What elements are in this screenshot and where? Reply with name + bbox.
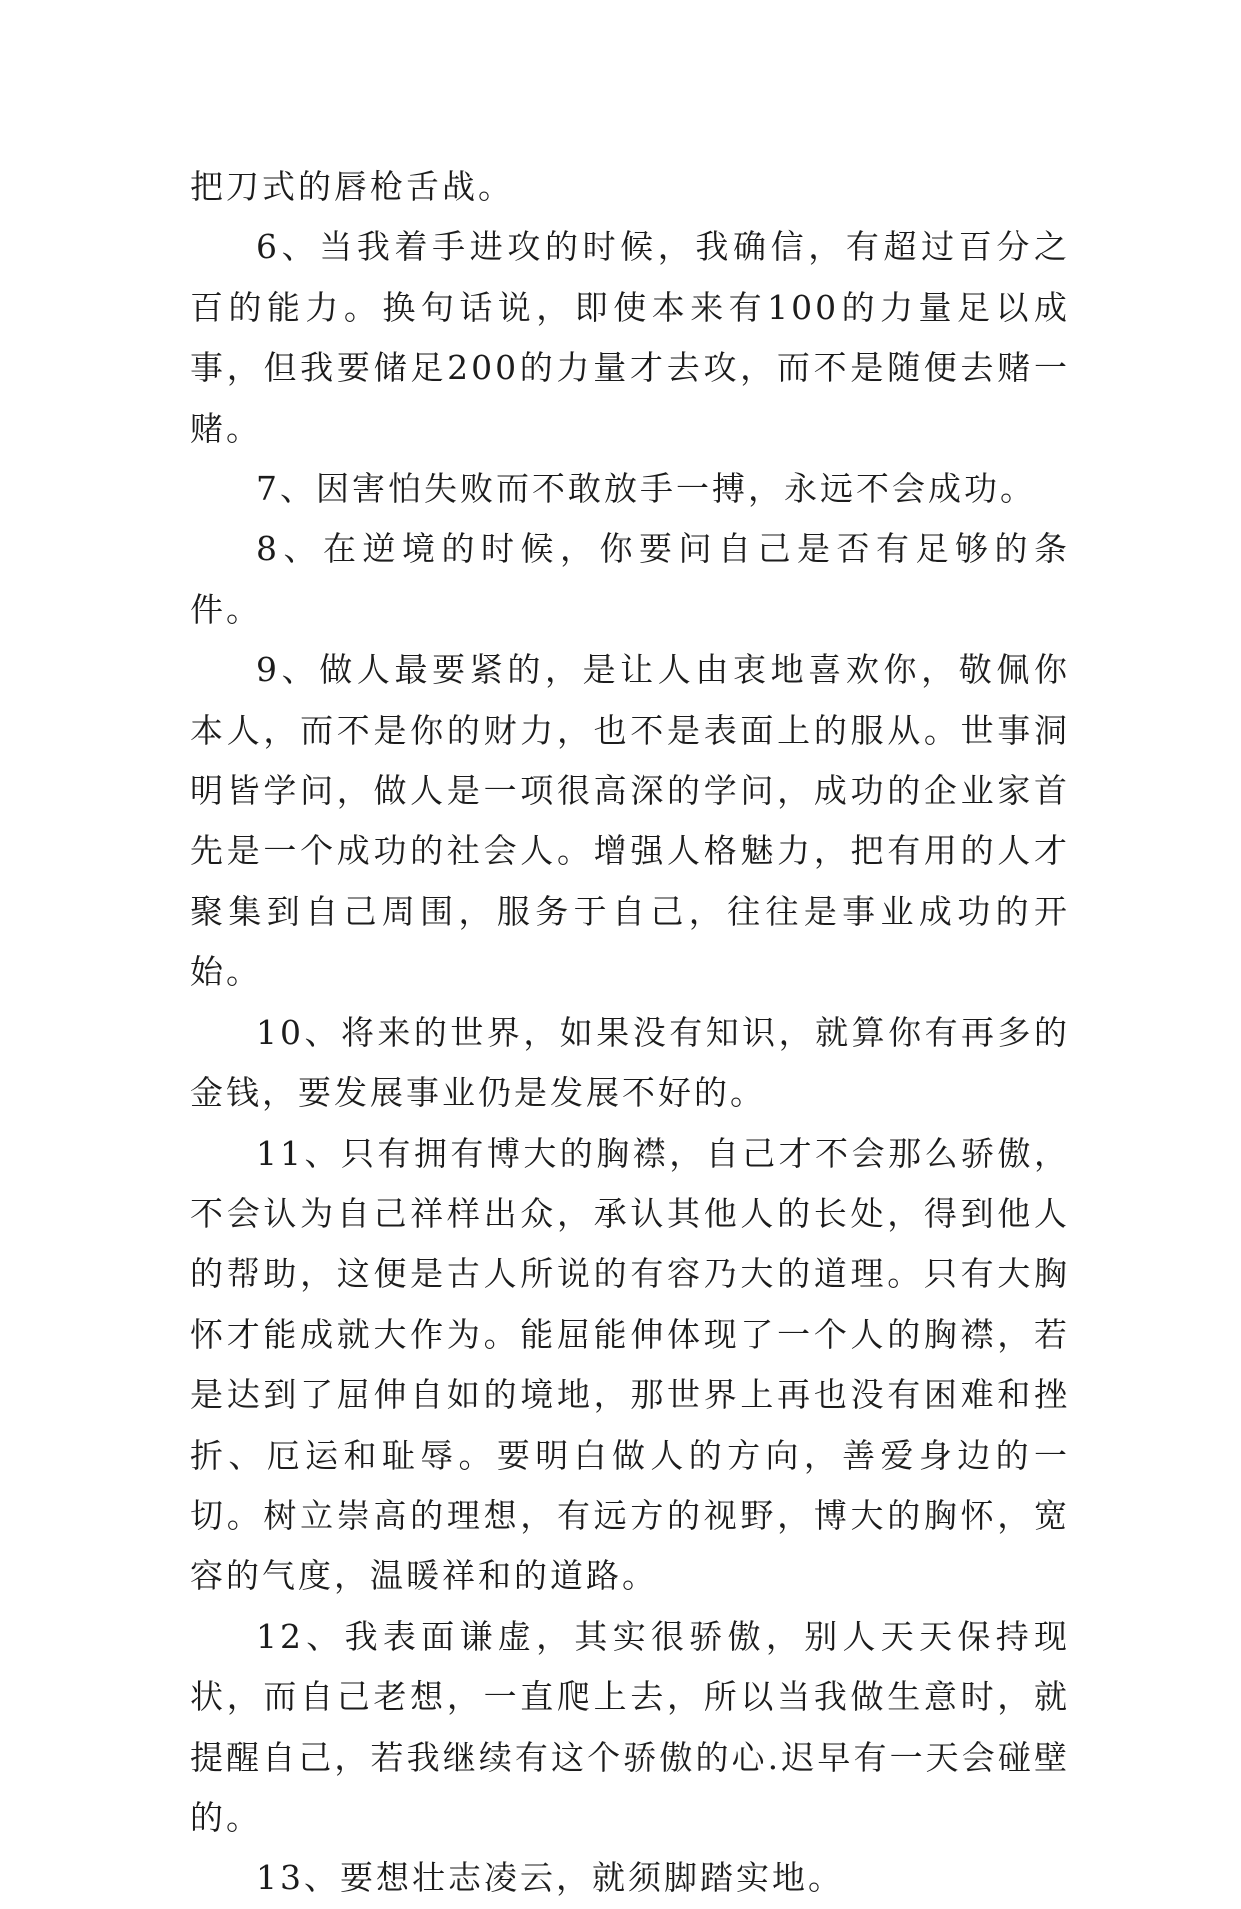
paragraph-continuation: 把刀式的唇枪舌战。 bbox=[190, 167, 514, 206]
paragraph-12: 12、我表面谦虚，其实很骄傲，别人天天保持现状，而自己老想，一直爬上去，所以当我做生意时，就提醒自己，若我继续有这个骄傲的心.迟早有一天会碰壁的。 bbox=[190, 1616, 1070, 1837]
paragraph-8: 8、在逆境的时候，你要问自己是否有足够的条件。 bbox=[190, 529, 1070, 629]
paragraph-10: 10、将来的世界，如果没有知识，就算你有再多的金钱，要发展事业仍是发展不好的。 bbox=[190, 1012, 1070, 1113]
paragraph-13: 13、要想壮志凌云，就须脚踏实地。 bbox=[256, 1858, 844, 1898]
paragraph-9: 9、做人最要紧的，是让人由衷地喜欢你，敬佩你本人，而不是你的财力，也不是表面上的服从。世事洞明皆学问，做人是一项很高深的学问，成功的企业家首先是一个成功的社会人。增强人格魅力，把有用的人才聚集到自己周围，服务于自己，往往是事业成功的开始。 bbox=[190, 650, 1070, 992]
body-text bbox=[190, 157, 1070, 1909]
paragraph-7: 7、因害怕失败而不敢放手一搏，永远不会成功。 bbox=[256, 469, 1036, 509]
paragraph-11: 11、只有拥有博大的胸襟，自己才不会那么骄傲，不会认为自己祥样出众，承认其他人的长处，得到他人的帮助，这便是古人所说的有容乃大的道理。只有大胸怀才能成就大作为。能屈能伸体现了一个人的胸襟，若是达到了屈伸自如的境地，那世界上再也没有困难和挫折、厄运和耻辱。要明白做人的方向，善爱身边的一切。树立崇高的理想，有远方的视野，博大的胸怀，宽容的气度，温暖祥和的道路。 bbox=[190, 1133, 1070, 1596]
paragraph-6: 6、当我着手进攻的时候，我确信，有超过百分之百的能力。换句话说，即使本来有100的力量足以成事，但我要储足200的力量才去攻，而不是随便去赌一赌。 bbox=[190, 227, 1070, 448]
